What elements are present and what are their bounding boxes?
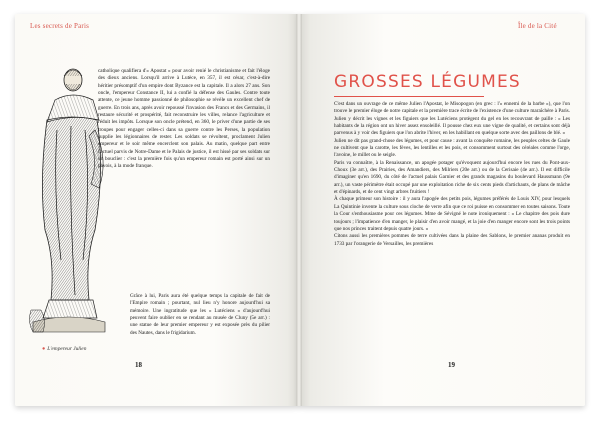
illustration-caption — [42, 346, 86, 352]
left-running-title: Les secrets de Paris — [30, 22, 90, 30]
left-paragraph-narrow: Grâce à lui, Paris aura été quelque temps la capitale de fait de l'Empire romain ; pourtant, nul lieu n'y honore aujourd'hui sa mémoire. Une ingratitude que les « Lutéciens » d'aujourd'hui peuvent faire oublier en se rendant au musée de Cluny (5e arr.) : une statue de leur premier empereur y est exposée près du pilier des Nautes, dans le frigidarium. — [130, 293, 270, 336]
right-paragraph-5: Citons aussi les premières pommes de terre cultivées dans la plaine des Sablons, le premier ananas produit en 1733 par l'orangerie de Versailles, les premières — [334, 233, 570, 247]
left-paragraph-wide: catholique qualifiera d'« Apostat » pour avoir renié le christianisme et fait l'éloge des dieux anciens. Lorsqu'il arrive à Lutèce, en 357, il est césar, c'est-à-dire héritier présomptif d'un empire dont Byzance est la capitale. Il a alors 27 ans. Son oncle, l'empereur Constance II, lui a confié la défense des Gaules. Contre toute attente, ce jeune homme passionné de philosophie se révèle un excellent chef de guerre. En trois ans, après avoir repoussé l'invasion des Francs et des Germains, il restaure sécurité et prospérité, fait reconstruire les villes, relance l'agriculture et réduit les impôts. Lorsque son oncle prétend, en 360, le priver d'une partie de ses troupes pour engager celles-ci dans sa guerre contre les Perses, la population supplie les légionnaires de rester. Les soldats se révoltent, proclament Julien empereur et le soir même encerclent son palais. Au matin, quelque part entre l'actuel parvis de Notre-Dame et le Palais de justice, il est hissé par ses soldats sur un bouclier : c'est la première fois qu'un empereur romain est porté ainsi sur un pavois, à la mode franque. — [98, 68, 270, 170]
book-gutter — [296, 14, 302, 406]
left-text-wide — [98, 68, 270, 294]
caption-text: L'empereur Julien — [47, 346, 87, 352]
right-paragraph-4: À chaque primeur son histoire : il y aura l'apogée des petits pois, légumes préférés de Louis XIV, pour lesquels La Quintinie invente la culture sous cloche de verre afin que ce roi puisse en consommer en toutes saisons. Toute la Cour s'enthousiasme pour ces légumes. Mme de Sévigné le note ironiquement : « Le chapitre des pois dure toujours ; l'impatience d'en manger, le plaisir d'en avoir mangé, et la joie d'en manger encore sont les trois points que nos princes traitent depuis quatre jours. » — [334, 196, 570, 232]
left-text-narrow — [130, 293, 270, 366]
right-paragraph-2: Julien ne dit pas grand-chose des légumes, et pour cause : avant la conquête romaine, les peuples celtes de Gaule ne cultivent que la carotte, les fèves, les lentilles et les pois, et consomment surtout des céréales comme l'orge, l'avoine, le millet ou le seigle. — [334, 137, 570, 159]
caption-bullet: ● — [42, 346, 46, 352]
right-page-number: 19 — [448, 361, 455, 369]
right-paragraph-3: Paris va connaître, à la Renaissance, un apogée potager qu'évoquent aujourd'hui encore les rues du Pont-aux-Choux (3e arr.), des Prairies, des Amandiers, des Milriers (20e arr.) ou de la Cerisaie (4e arr.). Il est difficile d'imaginer qu'en 1690, du côté de l'actuel palais Garnier et des grands magasins du boulevard Haussmann (9e arr.), un vaste périmètre était occupé par une exploitation riche de six cents pieds d'artichauts, de plans de mâche et d'épinards, et de cent vingt arbres fruitiers ! — [334, 159, 570, 196]
right-text-column — [334, 101, 570, 363]
right-paragraph-1: C'est dans un ouvrage de ce même Julien l'Apostat, le Misopogon (en grec : l'« ennemi de la barbe »), que l'on trouve le premier éloge de notre capitale et la première trace écrite de l'existence d'une culture maraîchère à Paris. Julien y décrit les vignes et les figuiers que les Lutéciens protègent du gel en les recouvrant de paille : « Les habitants de la région ont un hiver assez ensoleillé. Il pousse chez eux une vigne de qualité, et certains sont déjà parvenus à y voir des figuiers que l'on abrite l'hiver, en les habillant en quelque sorte avec des paillons de blé. » — [334, 101, 570, 137]
chapter-heading: GROSSES LÉGUMES — [334, 72, 521, 92]
right-running-title: Île de la Cité — [518, 22, 557, 30]
left-page-number: 18 — [135, 361, 142, 369]
